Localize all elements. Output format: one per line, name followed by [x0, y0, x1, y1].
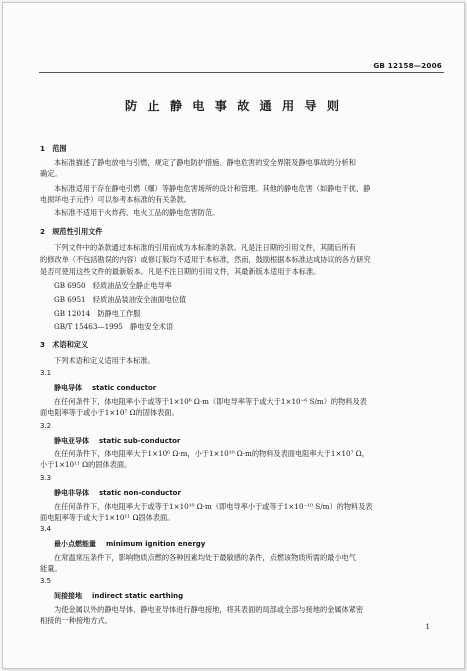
s1-para2-line2: 电损坏电子元件）可以参考本标准的有关条款。	[40, 195, 191, 204]
document-page	[2, 2, 465, 669]
term-en: static conductor	[92, 384, 157, 392]
term-definition-line1: 在任何条件下，体电阻率大于或等于1×10¹⁰ Ω·m（即电导率小于或等于1×10⁻¹⁰ S/m）的物料及表	[54, 502, 373, 511]
term-heading	[54, 591, 183, 601]
s3-intro: 下列术语和定义适用于本标准。	[54, 356, 155, 365]
term-zh: 最小点燃能量	[54, 540, 96, 548]
s1-para2-line1: 本标准适用于存在静电引燃（爆）等静电危害场所的设计和管理。其他的静电危害（如静电干扰、静	[54, 184, 371, 193]
term-zh: 静电导体	[54, 384, 82, 392]
s1-para1-line1: 本标准描述了静电放电与引燃，规定了静电防护措施、静电危害的安全界限及静电事故的分析和	[54, 158, 356, 167]
term-en: static non-conductor	[99, 489, 181, 497]
term-definition-line2: 能量。	[40, 564, 62, 573]
term-definition-line2: 面电阻率等于或小于1×10⁷ Ω的固体表面。	[40, 408, 179, 417]
term-zh: 静电非导体	[54, 489, 89, 497]
term-definition-line1: 在任何条件下，体电阻率小于或等于1×10⁶ Ω·m（即电导率等于或大于1×10⁻⁶ S/m）的物料及表	[54, 397, 367, 406]
term-number: 3.5	[40, 577, 52, 585]
s2-para-line2: 的修改单（不包括勘误的内容）或修订版均不适用于本标准，然而，鼓励根据本标准达成协议的各方研究	[40, 255, 371, 264]
document-title: 防 止 静 电 事 故 通 用 导 则	[124, 99, 343, 113]
term-en: minimum ignition energy	[106, 540, 206, 548]
term-heading	[54, 383, 156, 393]
term-number: 3.3	[40, 474, 52, 482]
term-number: 3.2	[40, 422, 52, 430]
section-1-heading: 1 范围	[40, 144, 67, 153]
header-rule	[39, 72, 444, 73]
term-definition-line1: 在常温常压条件下，影响物质点燃的各种因素均处于最敏感的条件，点燃该物质所需的最小电气	[54, 553, 356, 562]
reference-item: GB 12014 防静电工作服	[54, 309, 141, 318]
term-number: 3.4	[40, 525, 52, 533]
s2-para-line3: 是否可使用这些文件的最新版本。凡是不注日期的引用文件，其最新版本适用于本标准。	[40, 267, 321, 276]
term-zh: 静电亚导体	[54, 437, 89, 445]
s1-para3: 本标准不适用于火炸药、电火工品的静电危害防范。	[54, 208, 220, 217]
section-3-heading: 3 术语和定义	[40, 340, 89, 349]
term-en: static sub-conductor	[99, 437, 181, 445]
term-heading	[54, 488, 181, 498]
term-number: 3.1	[40, 369, 52, 377]
term-definition-line2: 相接的一种接地方式。	[40, 616, 112, 625]
reference-item: GB 6950 轻质油品安全静止电导率	[54, 281, 172, 290]
term-definition-line2: 面电阻率等于或大于1×10¹¹ Ω固体表面。	[40, 513, 175, 522]
term-heading	[54, 436, 180, 446]
term-definition-line1: 为使金属以外的静电导体、静电亚导体进行静电接地，将其表面的局部或全部与接地的金属体紧密	[54, 605, 364, 614]
s2-para-line1: 下列文件中的条款通过本标准的引用而成为本标准的条款。凡是注日期的引用文件，其随后所有	[54, 243, 356, 252]
term-heading	[54, 539, 205, 549]
page-number: 1	[425, 623, 430, 631]
term-zh: 间接接地	[54, 592, 82, 600]
s1-para1-line2: 确定。	[40, 169, 62, 178]
reference-item: GB 6951 轻质油品装油安全油面电位值	[54, 295, 187, 304]
section-2-heading: 2 规范性引用文件	[40, 227, 103, 236]
term-definition-line1: 在任何条件下，体电阻率大于1×10⁶ Ω·m，小于1×10¹⁰ Ω·m的物料及表面电阻率大于1×10⁷ Ω，	[54, 449, 369, 458]
reference-item: GB/T 15463—1995 静电安全术语	[54, 322, 174, 331]
term-en: indirect static earthing	[92, 592, 184, 600]
term-definition-line2: 小于1×10¹¹ Ω的固体表面。	[40, 460, 132, 469]
standard-number: GB 12158—2006	[373, 61, 442, 70]
